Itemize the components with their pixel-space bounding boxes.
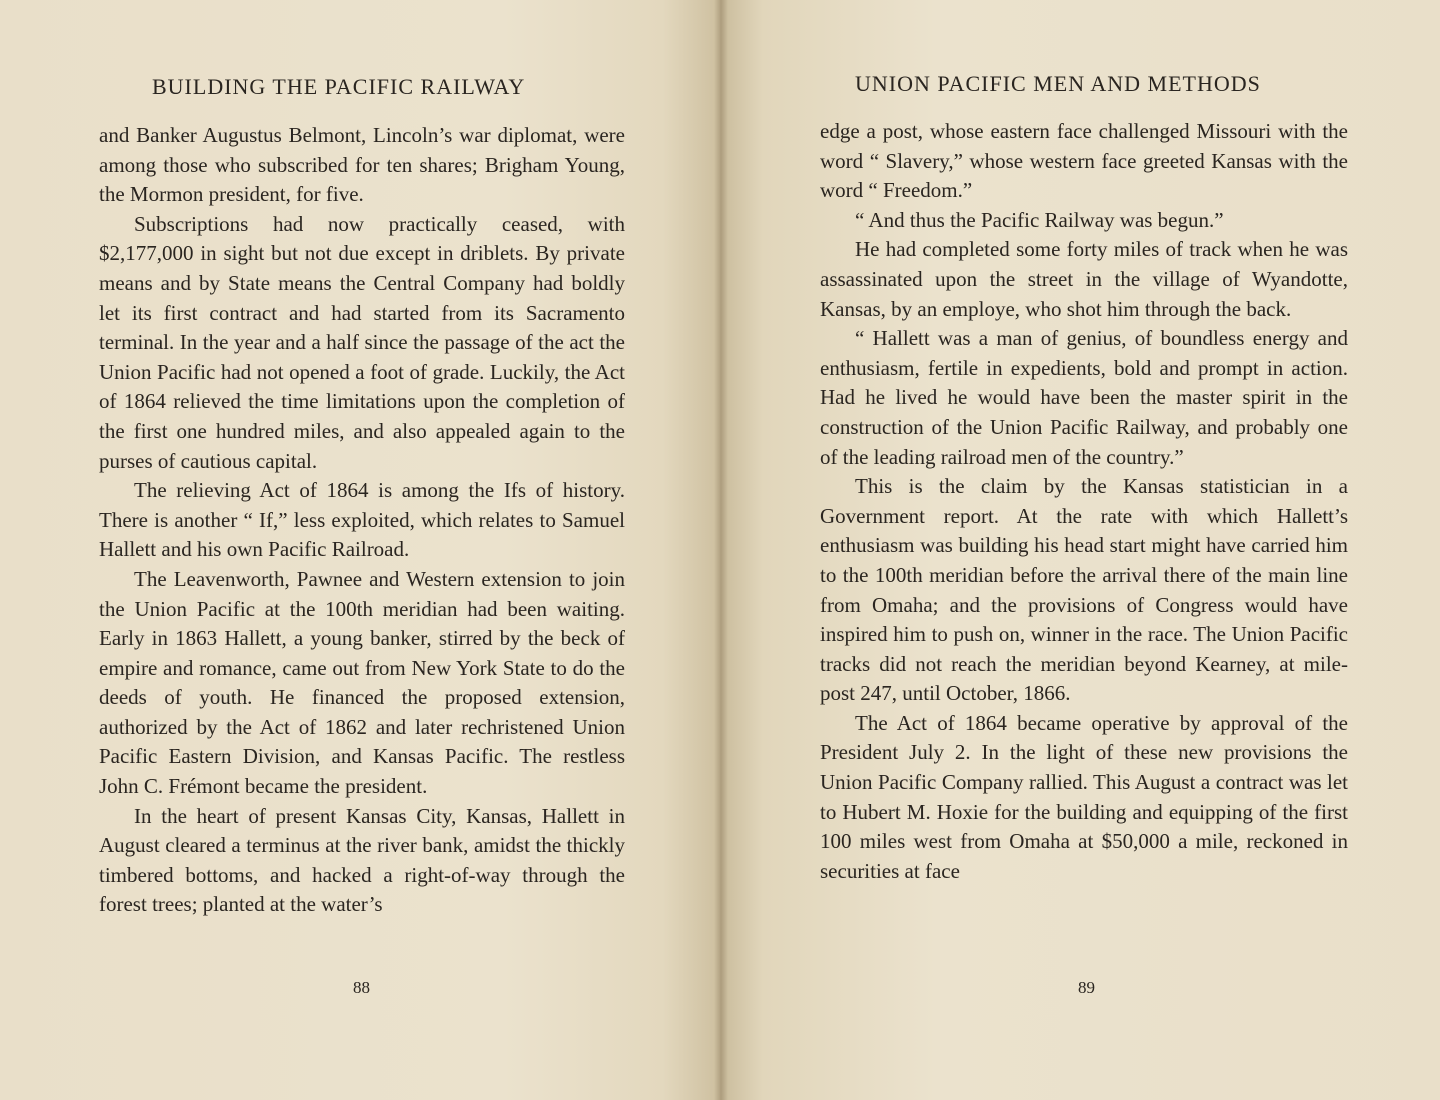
right-paragraph-6: The Act of 1864 became operative by approval of the President July 2. In the light of these new provisions the Union Pacific Company rallied. This August a contract was let to Hubert M. Hoxie for the building and equipping of the first 100 miles west from Omaha at $50,000 a mile, reckoned in securities at face bbox=[820, 710, 1348, 883]
right-body-text bbox=[820, 117, 1348, 886]
book-gutter bbox=[714, 0, 728, 1100]
right-running-head: UNION PACIFIC MEN AND METHODS bbox=[855, 71, 1261, 96]
right-paragraph-5: This is the claim by the Kansas statistician in a Government report. At the rate with which Hallett’s enthusiasm was building his head start might have carried him to the 100th meridian before the arrival there of the main line from Omaha; and the provisions of Congress would have inspired him to push on, winner in the race. The Union Pacific tracks did not reach the meridian beyond Kearney, at mile-post 247, until October, 1866. bbox=[820, 474, 1348, 706]
left-paragraph-1: and Banker Augustus Belmont, Lincoln’s war diplomat, were among those who subscribed for ten shares; Brigham Young, the Mormon president, for five. bbox=[99, 123, 625, 207]
right-paragraph-2: “ And thus the Pacific Railway was begun.” bbox=[855, 207, 1224, 232]
right-paragraph-1: edge a post, whose eastern face challenged Missouri with the word “ Slavery,” whose western face greeted Kansas with the word “ Freedom.” bbox=[820, 119, 1348, 203]
right-paragraph-3: He had completed some forty miles of track when he was assassinated upon the street in the village of Wyandotte, Kansas, by an employe, who shot him through the back. bbox=[820, 237, 1348, 321]
right-paragraph-4: “ Hallett was a man of genius, of boundless energy and enthusiasm, fertile in expedients, bold and prompt in action. Had he lived he would have been the master spirit in the construction of the Union Pacific Railway, and probably one of the leading railroad men of the country.” bbox=[820, 326, 1348, 469]
left-paragraph-2: Subscriptions had now practically ceased, with $2,177,000 in sight but not due except in driblets. By private means and by State means the Central Company had boldly let its first contract and had started from its Sacramento terminal. In the year and a half since the passage of the act the Union Pacific had not opened a foot of grade. Luckily, the Act of 1864 relieved the time limitations upon the completion of the first one hundred miles, and also appealed again to the purses of cautious capital. bbox=[99, 211, 625, 473]
right-page-number: 89 bbox=[1078, 978, 1095, 997]
left-body-text bbox=[99, 121, 625, 920]
left-running-head: BUILDING THE PACIFIC RAILWAY bbox=[152, 74, 526, 99]
right-page bbox=[720, 0, 1440, 1100]
left-paragraph-4: The Leavenworth, Pawnee and Western extension to join the Union Pacific at the 100th meridian had been waiting. Early in 1863 Hallett, a young banker, stirred by the beck of empire and romance, came out from New York State to do the deeds of youth. He financed the proposed extension, authorized by the Act of 1862 and later rechristened Union Pacific Eastern Division, and Kansas Pacific. The restless John C. Frémont became the president. bbox=[99, 566, 625, 799]
left-paragraph-3: The relieving Act of 1864 is among the Ifs of history. There is another “ If,” less exploited, which relates to Samuel Hallett and his own Pacific Railroad. bbox=[99, 478, 625, 562]
left-page-number: 88 bbox=[353, 978, 370, 997]
left-paragraph-5: In the heart of present Kansas City, Kansas, Hallett in August cleared a terminus at the river bank, amidst the thickly timbered bottoms, and hacked a right-of-way through the forest trees; planted at the water’s bbox=[99, 803, 625, 917]
